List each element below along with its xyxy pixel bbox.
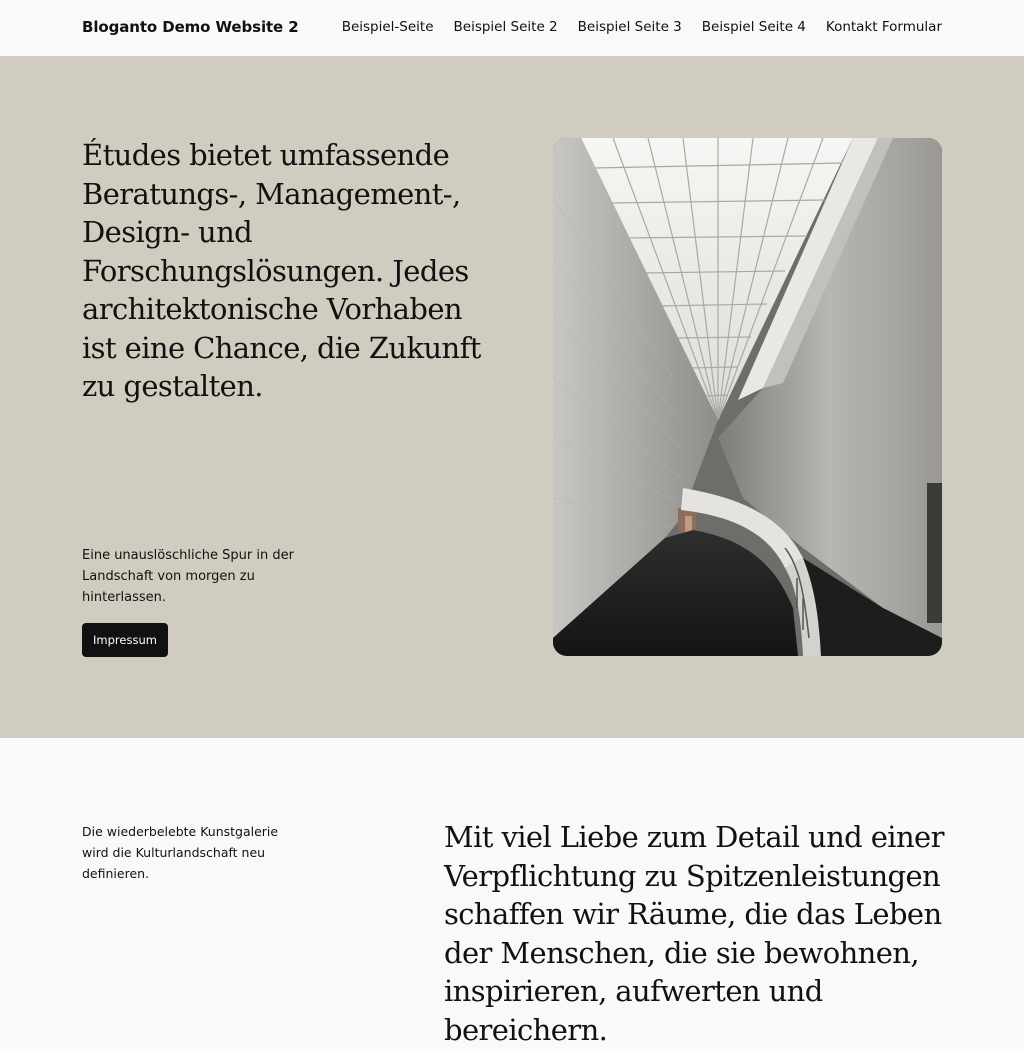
impressum-button[interactable]: Impressum xyxy=(82,623,168,657)
nav-item-beispiel-seite[interactable]: Beispiel-Seite xyxy=(341,19,434,35)
hero-heading: Études bietet umfassende Beratungs-, Management-, Design- und Forschungslösungen. Jedes architektonische Vorhaben ist eine Chance, die Zukunft zu gestalten. xyxy=(82,138,481,403)
nav-item-beispiel-seite-2[interactable]: Beispiel Seite 2 xyxy=(453,19,558,35)
hero-architecture-image xyxy=(553,138,942,656)
nav-item-beispiel-seite-4[interactable]: Beispiel Seite 4 xyxy=(701,19,806,35)
nav-item-kontakt-formular[interactable]: Kontakt Formular xyxy=(825,19,942,35)
architecture-photo xyxy=(553,138,942,656)
site-title[interactable]: Bloganto Demo Website 2 xyxy=(82,18,299,36)
intro-text: Die wiederbelebte Kunstgalerie wird die Kulturlandschaft neu definieren. xyxy=(82,824,279,881)
hero-section xyxy=(0,56,1024,738)
site-header xyxy=(0,0,1024,56)
intro-heading: Mit viel Liebe zum Detail und einer Verpflichtung zu Spitzenleistungen schaffen wir Räume, die das Leben der Menschen, die sie bewohnen, inspirieren, aufwerten und bereichern. xyxy=(444,820,944,1047)
nav-item-beispiel-seite-3[interactable]: Beispiel Seite 3 xyxy=(577,19,682,35)
main-navigation xyxy=(342,19,942,35)
hero-text: Eine unauslöschliche Spur in der Landschaft von morgen zu hinterlassen. xyxy=(82,548,294,605)
